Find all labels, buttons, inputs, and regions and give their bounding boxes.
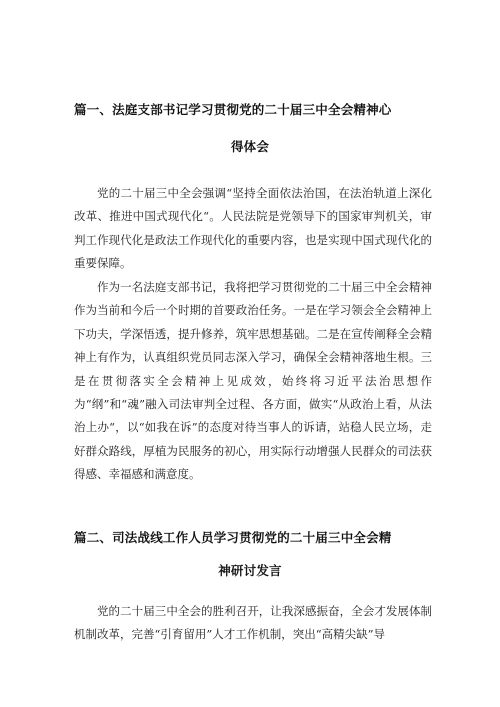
section-1-paragraph-2: 作为一名法庭支部书记，我将把学习贯彻党的二十届三中全会精神作为当前和今后一个时期的首要政治任务。一是在学习领会全会精神上下功夫，学深悟透，提升修养，筑牢思想基础。二是在宣传阐释全会精神上有作为，认真组织党员同志深入学习，确保全会精神落地生根。三是在贯彻落实全会精神上见成效，始终将习近平法治思想作为“纲”和“魂”融入司法审判全过程、各方面，做实“从政治上看，从法治上办“，以“如我在诉”的态度对待当事人的诉请，站稳人民立场，走好群众路线，厚植为民服务的初心，用实际行动增强人民群众的司法获得感、幸福感和满意度。	[74, 280, 432, 482]
section-1-title-line-1: 篇一、法庭支部书记学习贯彻党的二十届三中全会精神心	[74, 102, 392, 117]
section-2-title-line-2: 神研讨发言	[218, 563, 282, 578]
section-1-paragraph-1: 党的二十届三中全会强调“坚持全面依法治国，在法治轨道上深化改革、推进中国式现代化“。人民法院是党领导下的国家审判机关，审判工作现代化是政法工作现代化的重要内容，也是实现中国式现代化的重要保障。	[74, 186, 432, 271]
section-2-title-line-1: 篇二、司法战线工作人员学习贯彻党的二十届三中全会精	[74, 530, 392, 545]
section-2-paragraph-1: 党的二十届三中全会的胜利召开，让我深感振奋，全会才发展体制机制改革，完善“引育留用”人才工作机制，突出“高精尖缺”导	[74, 604, 432, 642]
section-1-title-line-2: 得体会	[230, 139, 270, 154]
